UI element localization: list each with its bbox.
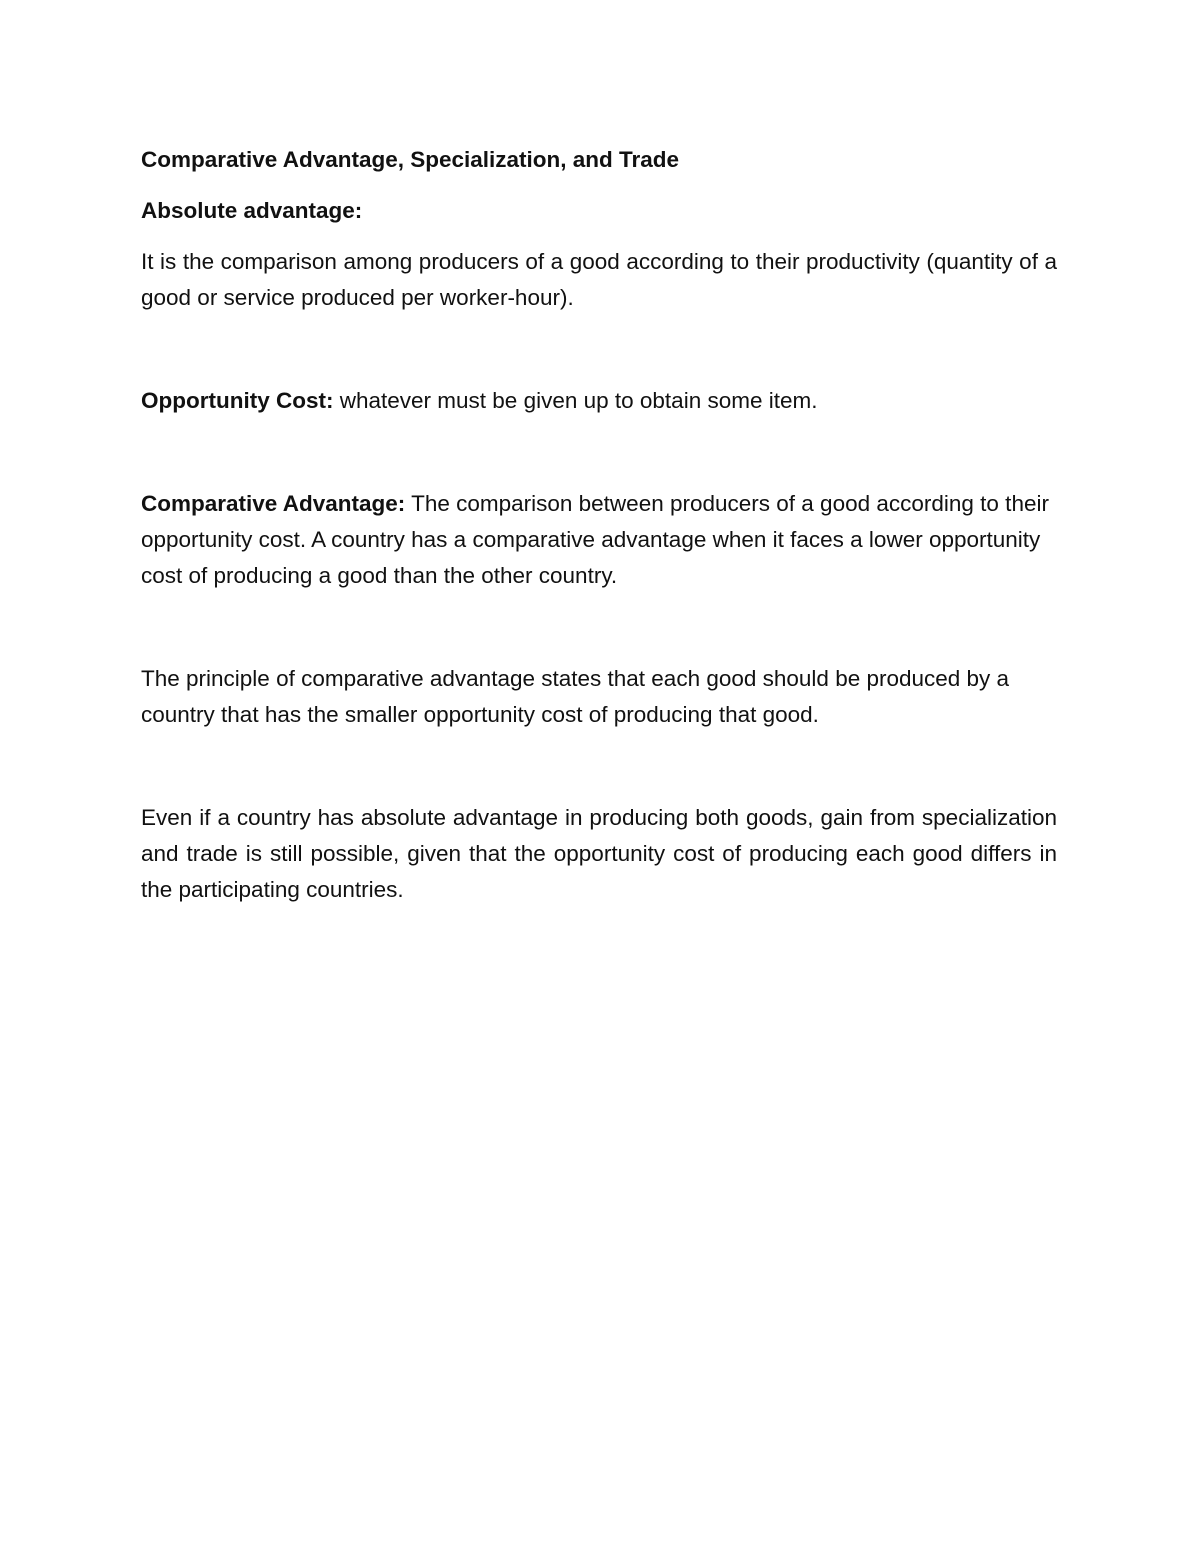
- gains-from-trade-paragraph: Even if a country has absolute advantage in producing both goods, gain from specialization and trade is still possible, given that the opportunity cost of producing each good differs in the participating countries.: [141, 805, 1057, 902]
- comparative-advantage-paragraph: [141, 486, 1057, 594]
- absolute-advantage-heading: Absolute advantage:: [141, 198, 363, 223]
- opportunity-cost-label: Opportunity Cost:: [141, 388, 334, 413]
- opportunity-cost-definition: whatever must be given up to obtain some item.: [333, 388, 818, 413]
- principle-paragraph: The principle of comparative advantage states that each good should be produced by a country that has the smaller opportunity cost of producing that good.: [141, 666, 1010, 727]
- comparative-advantage-definition: The comparison between producers of a good according to their opportunity cost. A country has a comparative advantage when it faces a lower opportunity cost of producing a good than the other country.: [141, 491, 1049, 588]
- document-title: Comparative Advantage, Specialization, and Trade: [141, 147, 680, 172]
- document-body: [141, 142, 1057, 908]
- comparative-advantage-label: Comparative Advantage:: [141, 491, 406, 516]
- absolute-advantage-definition: It is the comparison among producers of a good according to their productivity (quantity of a good or service produced per worker-hour).: [141, 249, 1057, 310]
- opportunity-cost-paragraph: [141, 383, 1057, 419]
